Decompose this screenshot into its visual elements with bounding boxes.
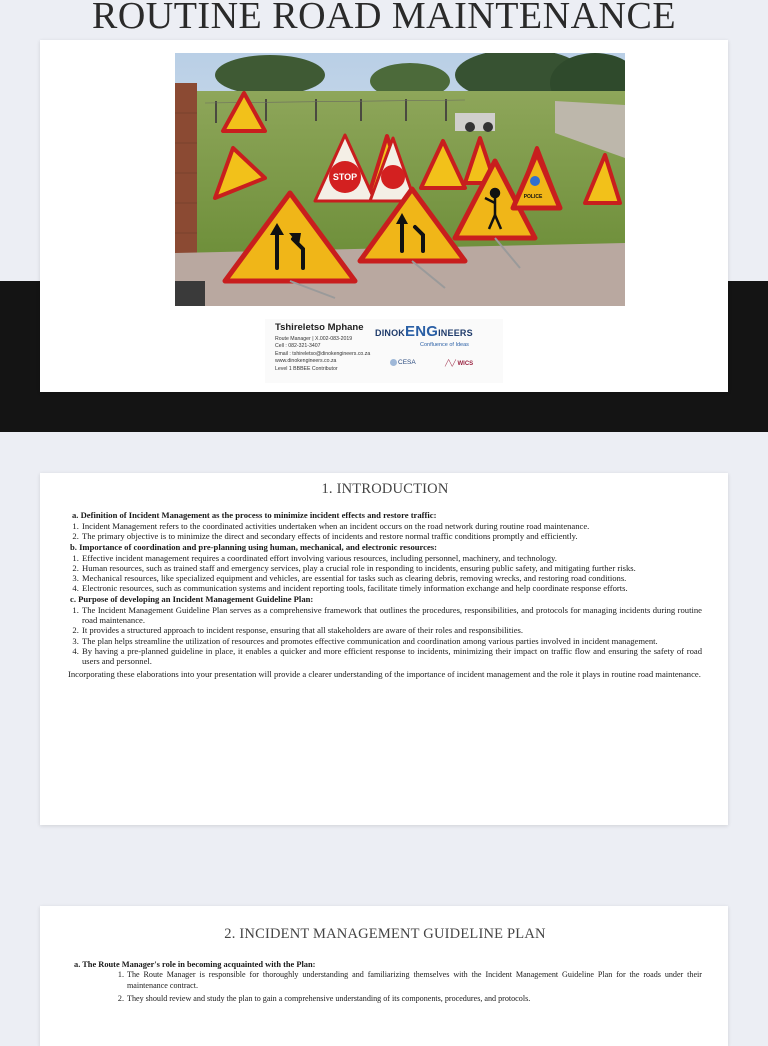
list-item: 3. The plan helps streamline the utilization of resources and promotes effective communication and coordination among various parties involved in incident management. — [81, 636, 702, 646]
card-bbbee: Level 1 BBBEE Contributor — [275, 365, 338, 372]
numbered-list — [68, 521, 702, 542]
list-item: 1. The Route Manager is responsible for thoroughly understanding and familiarizing themselves with the Incident Management Guideline Plan for the roads under their maintenance contract. — [126, 970, 702, 991]
section-title: b. Importance of coordination and pre-planning using human, mechanical, and electronic resources: — [70, 541, 438, 552]
stop-sign-text: STOP — [332, 172, 358, 182]
police-sign-text: POLICE — [523, 194, 543, 200]
list-item: 1. Incident Management refers to the coordinated activities undertaken when an incident occurs on the road network during routine road maintenance. — [81, 521, 702, 531]
wics-logo: ╱╲╱ WICS — [445, 361, 474, 367]
guideline-plan-slide — [40, 906, 728, 1046]
list-item: 2. It provides a structured approach to incident response, ensuring that all stakeholders are aware of their roles and responsibilities. — [81, 625, 702, 635]
card-cell: Cell : 082-321-3407 — [275, 343, 321, 350]
list-item: 4. Electronic resources, such as communication systems and incident reporting tools, facilitate timely information exchange and help coordinate response efforts. — [81, 583, 702, 593]
section-title: a. Definition of Incident Management as the process to minimize incident effects and restore traffic: — [72, 510, 437, 520]
introduction-slide — [40, 473, 728, 825]
section-title: a. The Route Manager's role in becoming acquainted with the Plan: — [74, 960, 316, 969]
cesa-logo: CESA — [390, 359, 416, 366]
card-website: www.dinokengineers.co.za — [275, 358, 337, 365]
numbered-list — [68, 605, 702, 667]
list-item: 2. They should review and study the plan to gain a comprehensive understanding of its components, procedures, and protocols. — [126, 994, 702, 1005]
card-email: Email : tshireletso@dinokengineers.co.za — [275, 350, 371, 357]
cover-slide — [40, 40, 728, 392]
closing-paragraph: Incorporating these elaborations into your presentation will provide a clearer understanding of the importance of incident management and the role it plays in routine road maintenance. — [68, 668, 701, 679]
company-logo — [375, 322, 500, 380]
list-item: 2. Human resources, such as trained staff and emergency services, play a crucial role in responding to incidents, ensuring public safety, and mitigating further risks. — [81, 563, 702, 573]
list-item: 3. Mechanical resources, like specialized equipment and vehicles, are essential for tasks such as clearing debris, removing wrecks, and restoring road conditions. — [81, 573, 702, 583]
slide-heading: 1. INTRODUCTION — [321, 481, 449, 497]
road-signs-photo — [175, 53, 625, 306]
list-item: 1. Effective incident management requires a coordinated effort involving various resources, including personnel, machinery, and technology. — [81, 553, 702, 563]
list-item: 4. By having a pre-planned guideline in place, it enables a quicker and more efficient response to incidents, minimizing their impact on traffic flow and ensuring the safety of road users and personnel. — [81, 646, 702, 667]
list-item: 2. The primary objective is to minimize the direct and secondary effects of incidents and restore normal traffic conditions promptly and efficiently. — [81, 531, 702, 541]
company-logo-text: DINOKENGINEERS — [375, 323, 473, 340]
card-name: Tshireletso Mphane — [275, 322, 364, 333]
numbered-list — [68, 970, 702, 1005]
section-title: c. Purpose of developing an Incident Management Guideline Plan: — [70, 593, 314, 604]
card-details — [275, 336, 370, 373]
company-tagline: Confluence of Ideas — [420, 342, 469, 348]
card-role: Route Manager | X.002-083-2019 — [275, 336, 353, 342]
list-item: 1. The Incident Management Guideline Plan serves as a comprehensive framework that outlines the procedures, responsibilities, and protocols for managing incidents during routine road maintenance. — [81, 605, 702, 626]
business-card — [265, 319, 503, 383]
numbered-list — [68, 553, 702, 594]
page-title: ROUTINE ROAD MAINTENANCE — [91, 0, 677, 37]
slide-heading: 2. INCIDENT MANAGEMENT GUIDELINE PLAN — [224, 926, 546, 942]
